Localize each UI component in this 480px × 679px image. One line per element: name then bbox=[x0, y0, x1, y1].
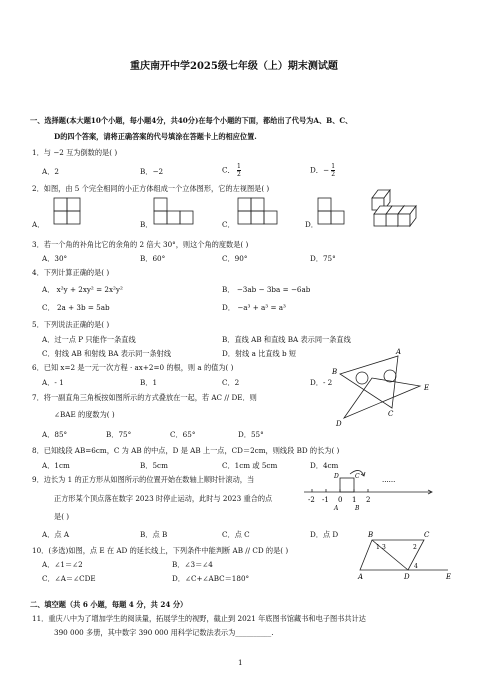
q10-label-b: B bbox=[368, 531, 374, 539]
q1-stem: 1．与 −2 互为倒数的是( ) bbox=[32, 148, 118, 157]
q4-option-c[interactable]: C． 2a + 3b = 5ab bbox=[42, 303, 110, 312]
q7-label-d: D bbox=[336, 420, 342, 428]
q9-dots: ...... bbox=[382, 476, 396, 484]
q1-option-d[interactable] bbox=[310, 163, 335, 178]
q7-label-c: C bbox=[388, 410, 394, 418]
q7-option-a[interactable]: A．85° bbox=[42, 430, 68, 439]
q1-option-b[interactable]: B．−2 bbox=[140, 167, 164, 176]
q9-label-b: B bbox=[355, 505, 360, 512]
q9-option-a[interactable]: A．点 A bbox=[42, 530, 70, 539]
q3-option-a[interactable]: A．30° bbox=[42, 254, 68, 263]
q10-stem: 10．(多选)如图，点 E 在 AD 的延长线上，下列条件中能判断 AB // CD 的是( ) bbox=[32, 546, 289, 555]
q9-option-b[interactable]: B．点 B bbox=[140, 530, 168, 539]
fraction-denominator: 2 bbox=[236, 171, 241, 178]
section1-header-cont: D的四个答案，请将正确答案的代号填涂在答题卡上的相应位置. bbox=[54, 132, 257, 141]
q3-stem: 3．若一个角的补角比它的余角的 2 倍大 30°，则这个角的度数是( ) bbox=[32, 240, 249, 249]
q10-label-1: 1 bbox=[376, 544, 380, 551]
q2-option-d[interactable]: D． bbox=[305, 220, 318, 229]
q9-label-d: D bbox=[334, 473, 339, 480]
q6-option-a[interactable]: A．- 1 bbox=[42, 378, 64, 387]
q2-option-b[interactable]: B． bbox=[140, 220, 153, 229]
q2-option-a[interactable]: A． bbox=[32, 220, 45, 229]
q9-option-c[interactable]: C．点 C bbox=[222, 530, 250, 539]
q10-label-d: D bbox=[404, 573, 410, 581]
q10-label-e: E bbox=[446, 573, 452, 581]
q2-cube-figure bbox=[368, 186, 428, 230]
q5-option-a[interactable]: A．过一点 P 只能作一条直线 bbox=[42, 335, 136, 344]
q7-triangle-figure bbox=[330, 350, 440, 430]
q7-label-e: E bbox=[424, 384, 430, 392]
q7-stem-cont: ∠BAE 的度数为( ) bbox=[54, 410, 115, 419]
q8-option-b[interactable]: B．5cm bbox=[140, 461, 168, 470]
q10-label-c: C bbox=[424, 531, 430, 539]
q9-number-line-figure bbox=[300, 466, 440, 512]
q5-option-b[interactable]: B．直线 AB 和直线 BA 表示同一条直线 bbox=[222, 335, 351, 344]
q7-option-d[interactable]: D．55° bbox=[238, 430, 264, 439]
q2-figure-c bbox=[238, 196, 280, 226]
q9-tick-1: 1 bbox=[352, 496, 357, 504]
q10-option-c[interactable]: C．∠A＝∠CDE bbox=[42, 574, 96, 583]
q9-tick-2: 2 bbox=[366, 496, 371, 504]
fraction-numerator: 1 bbox=[331, 163, 336, 170]
q9-option-d[interactable]: D．点 D bbox=[310, 530, 339, 539]
q9-stem: 9．边长为 1 的正方形从如图所示的位置开始在数轴上顺时针滚动，当 bbox=[32, 475, 255, 484]
q10-option-a[interactable]: A．∠1＝∠2 bbox=[42, 560, 83, 569]
q8-option-a[interactable]: A．1cm bbox=[42, 461, 70, 470]
page-number: 1 bbox=[238, 658, 243, 667]
q1-option-c-label: C． bbox=[222, 165, 235, 175]
q2-option-c[interactable]: C． bbox=[222, 220, 235, 229]
q7-option-b[interactable]: B．75° bbox=[106, 430, 132, 439]
q9-tick-neg2: -2 bbox=[308, 496, 315, 504]
q9-tick-neg1: -1 bbox=[322, 496, 329, 504]
q1-option-d-label: D．− bbox=[310, 165, 329, 175]
q2-stem: 2．如图，由 5 个完全相同的小正方体组成一个立体图形，它的左视图是( ) bbox=[32, 184, 270, 193]
q9-stem-cont2: 是( ) bbox=[54, 512, 70, 521]
q8-stem: 8．已知线段 AB=6cm，C 为 AB 的中点，D 是 AB 上一点，CD＝2cm，则线段 BD 的长为( ) bbox=[32, 446, 340, 455]
q9-label-c: C bbox=[355, 473, 360, 480]
q10-option-d[interactable]: D．∠C+∠ABC＝180° bbox=[172, 574, 250, 583]
q9-label-a: A bbox=[334, 505, 339, 512]
fraction-numerator: 1 bbox=[236, 163, 241, 170]
q4-option-a[interactable]: A． x²y + 2xy² = 2x²y² bbox=[42, 285, 123, 294]
q8-option-d[interactable]: D．4cm bbox=[310, 461, 339, 470]
q10-label-a: A bbox=[358, 573, 364, 581]
q5-stem: 5．下列说法正确的是( ) bbox=[32, 320, 110, 329]
q9-tick-0: 0 bbox=[338, 496, 343, 504]
q6-option-d[interactable]: D．- 2 bbox=[310, 378, 333, 387]
q4-option-b[interactable]: B． −3ab − 3ba = −6ab bbox=[222, 285, 311, 294]
q1-option-a[interactable]: A．2 bbox=[42, 167, 59, 176]
q4-stem: 4．下列计算正确的是( ) bbox=[32, 268, 110, 277]
q3-option-c[interactable]: C．90° bbox=[222, 254, 248, 263]
q7-option-c[interactable]: C．65° bbox=[170, 430, 196, 439]
q11-stem-cont: 390 000 多册，其中数字 390 000 用科学记数法表示为__________. bbox=[54, 628, 274, 637]
q6-option-b[interactable]: B．1 bbox=[140, 378, 158, 387]
q7-label-b: B bbox=[332, 368, 338, 376]
q1-option-c-fraction bbox=[237, 163, 241, 178]
q5-option-c[interactable]: C．射线 AB 和射线 BA 表示同一条射线 bbox=[42, 349, 172, 358]
q10-option-b[interactable]: B．∠3＝∠4 bbox=[172, 560, 213, 569]
q5-option-d[interactable]: D．射线 a 比直线 b 短 bbox=[222, 349, 297, 358]
q7-label-a: A bbox=[396, 348, 402, 356]
q10-label-4: 4 bbox=[414, 563, 418, 570]
q4-option-d[interactable]: D． −a³ + a³ = a³ bbox=[222, 303, 286, 312]
q2-figure-b bbox=[154, 196, 196, 226]
q6-option-c[interactable]: C．2 bbox=[222, 378, 240, 387]
q3-option-b[interactable]: B．60° bbox=[140, 254, 166, 263]
section2-header: 二、填空题（共 6 小题，每题 4 分，共 24 分） bbox=[30, 600, 188, 609]
q9-stem-cont: 正方形某个顶点落在数字 2023 时停止运动，此时与 2023 重合的点 bbox=[54, 494, 273, 503]
q6-stem: 6．已知 x=2 是一元一次方程 · ax+2=0 的根，则 a 的值为( ) bbox=[32, 363, 234, 372]
q8-option-c[interactable]: C．1cm 或 5cm bbox=[222, 461, 278, 470]
q10-label-2: 2 bbox=[413, 544, 417, 551]
q2-figure-d bbox=[318, 196, 348, 226]
q1-option-d-fraction bbox=[331, 163, 335, 178]
q10-label-3: 3 bbox=[382, 544, 386, 551]
section1-header: 一、选择题(本大题10个小题，每小题4分，共40分)在每个小题的下面，都给出了代号为A、B、C、 bbox=[30, 116, 353, 125]
q10-parallelogram-figure bbox=[358, 528, 458, 584]
q11-stem: 11．重庆八中为了增加学生的阅读量，拓展学生的视野，截止到 2021 年底图书馆藏书和电子图书共计达 bbox=[32, 614, 366, 623]
page-title: 重庆南开中学2025级七年级（上）期末测试题 bbox=[130, 61, 338, 72]
q2-figure-a bbox=[54, 196, 84, 226]
q3-option-d[interactable]: D．75° bbox=[310, 254, 336, 263]
q1-option-c[interactable] bbox=[222, 163, 241, 178]
q7-stem: 7．将一副直角三角板按如图所示的方式叠放在一起，若 AC // DE．则 bbox=[32, 393, 257, 402]
fraction-denominator: 2 bbox=[331, 171, 336, 178]
